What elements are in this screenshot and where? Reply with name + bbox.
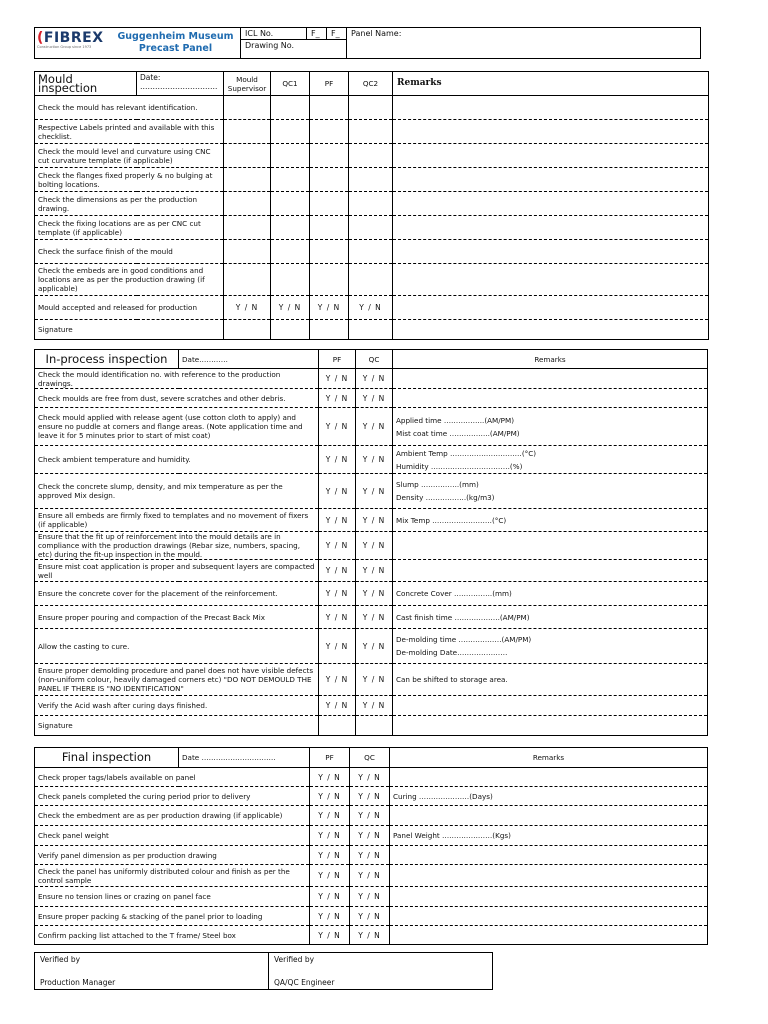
checklist-row (35, 664, 708, 696)
checklist-row (35, 389, 708, 408)
remarks-cell[interactable] (390, 926, 708, 945)
signature-field[interactable] (310, 320, 349, 340)
project-name: Guggenheim Museum (117, 31, 234, 42)
document-header (34, 27, 701, 59)
remark-line-1: Concrete Cover …………….(mm) (396, 589, 512, 598)
remarks-cell[interactable] (393, 264, 709, 296)
checklist-row (35, 582, 708, 606)
checklist-row (35, 806, 708, 826)
supervisor-check[interactable] (224, 216, 271, 240)
check-item-text: Check the concrete slump, density, and mix temperature as per the approved Mix design. (35, 474, 319, 509)
checklist-row (35, 629, 708, 664)
remarks-cell[interactable] (393, 446, 708, 474)
qc-check[interactable]: Y / N (350, 846, 390, 865)
inprocess-inspection-section (34, 349, 708, 736)
pf-check[interactable] (310, 216, 349, 240)
pf-check[interactable]: Y / N (319, 560, 356, 582)
supervisor-check[interactable] (224, 168, 271, 192)
pf-check[interactable] (310, 96, 349, 120)
col-pf: PF (310, 72, 349, 96)
remarks-cell[interactable] (393, 582, 708, 606)
check-item-text: Ensure proper pouring and compaction of the Precast Back Mix (35, 606, 319, 629)
supervisor-check[interactable] (224, 144, 271, 168)
check-item-text: Check panels completed the curing period prior to delivery (35, 787, 310, 806)
remarks-cell[interactable] (393, 168, 709, 192)
remark-line-1: Applied time ……………..(AM/PM) (396, 415, 515, 425)
remarks-cell[interactable] (393, 216, 709, 240)
checklist-row (35, 96, 709, 120)
logo-subtitle: Construction Group since 1973 (37, 45, 92, 49)
remark-line-2: De-molding Date………………… (396, 648, 508, 657)
check-item-text: Ensure that the fit up of reinforcement into the mould details are in compliance with the production drawings (Rebar size, numbers, spacing, etc) during the fit-up inspection in the mould. (35, 532, 319, 560)
pf-check[interactable]: Y / N (319, 474, 356, 509)
check-item-text: Allow the casting to cure. (35, 629, 319, 664)
supervisor-check[interactable] (224, 240, 271, 264)
qc1-check[interactable]: Y / N (271, 296, 310, 320)
pf-check[interactable]: Y / N (310, 907, 350, 926)
pf-check[interactable]: Y / N (310, 865, 350, 887)
qc-check[interactable]: Y / N (356, 532, 393, 560)
qc-check[interactable]: Y / N (350, 806, 390, 826)
qc1-check[interactable] (271, 192, 310, 216)
final-date-field[interactable]: Date …………………………. (179, 748, 310, 768)
checklist-row (35, 474, 708, 509)
checklist-row (35, 926, 708, 945)
qc2-check[interactable] (349, 120, 393, 144)
remarks-cell[interactable] (390, 806, 708, 826)
checklist-row (35, 787, 708, 806)
remarks-cell[interactable] (393, 664, 708, 696)
checklist-row (35, 408, 708, 446)
check-item-text: Check moulds are free from dust, severe scratches and other debris. (35, 389, 319, 408)
remark-line-1: De-molding time ………………(AM/PM) (396, 635, 532, 644)
qc1-check[interactable] (271, 240, 310, 264)
remarks-cell[interactable] (393, 240, 709, 264)
check-item-text: Check the dimensions as per the production drawing. (35, 192, 224, 216)
remarks-cell[interactable]: Curing …………………(Days) (390, 787, 708, 806)
qc2-check[interactable]: Y / N (349, 296, 393, 320)
checklist-row (35, 606, 708, 629)
remark-line-2: Density ……………..(kg/m3) (396, 493, 495, 502)
signature-row (35, 320, 709, 340)
remark-line-1: Mix Temp …………………….(°C) (396, 515, 507, 525)
remarks-cell[interactable] (393, 629, 708, 664)
remarks-cell[interactable] (393, 474, 708, 509)
qc1-check[interactable] (271, 216, 310, 240)
qc1-check[interactable] (271, 168, 310, 192)
pf-check[interactable]: Y / N (310, 826, 350, 846)
qc2-check[interactable] (349, 264, 393, 296)
checklist-row (35, 369, 708, 389)
signature-field[interactable] (224, 320, 271, 340)
check-item-text: Ensure the concrete cover for the placement of the reinforcement. (35, 582, 319, 606)
qc2-check[interactable] (349, 192, 393, 216)
check-item-text: Check proper tags/labels available on panel (35, 768, 310, 787)
pf-check[interactable]: Y / N (310, 806, 350, 826)
final-inspection-section (34, 747, 708, 945)
pf-check[interactable]: Y / N (319, 606, 356, 629)
check-item-text: Check the panel has uniformly distributed colour and finish as per the control sample (35, 865, 310, 887)
check-item-text: Respective Labels printed and available with this checklist. (35, 120, 224, 144)
signature-field[interactable] (349, 320, 393, 340)
remarks-cell[interactable] (393, 696, 708, 716)
mould-inspection-section (34, 71, 709, 340)
pf-check[interactable]: Y / N (319, 509, 356, 532)
f-field-1[interactable]: F_ (307, 28, 327, 40)
qc-check[interactable]: Y / N (356, 509, 393, 532)
document-title: Precast Panel (138, 43, 213, 54)
verified-by-label: Verified by (274, 955, 315, 964)
checklist-row (35, 865, 708, 887)
check-item-text: Check the mould identification no. with reference to the production drawings. (35, 369, 319, 389)
remark-line-1: Can be shifted to storage area. (396, 675, 508, 684)
remarks-cell[interactable] (393, 120, 709, 144)
pf-check[interactable]: Y / N (310, 846, 350, 865)
remark-line-1: Ambient Temp …………………………(°C) (396, 448, 537, 458)
signature-label: Signature (35, 716, 319, 736)
check-item-text: Ensure proper demolding procedure and panel does not have visible defects (non-uniform colour, heavily damaged corners etc) "DO NOT DEMOULD THE PANEL IF THERE IS "NO IDENTIFICATION" (35, 664, 319, 696)
check-item-text: Check the embeds are in good conditions and locations are as per the production drawing (if applicable) (35, 264, 224, 296)
qc-check[interactable]: Y / N (350, 865, 390, 887)
pf-check[interactable] (310, 120, 349, 144)
pf-check[interactable] (310, 168, 349, 192)
checklist-row (35, 768, 708, 787)
mould-title: Mould inspection (35, 72, 137, 96)
qc-check[interactable]: Y / N (356, 629, 393, 664)
qc-check[interactable]: Y / N (350, 768, 390, 787)
pf-check[interactable]: Y / N (310, 887, 350, 907)
col-qc2: QC2 (349, 72, 393, 96)
qc-check[interactable]: Y / N (356, 408, 393, 446)
remarks-cell[interactable] (393, 296, 709, 320)
pf-check[interactable]: Y / N (310, 768, 350, 787)
verified-by-label: Verified by (40, 955, 81, 964)
remark-line-2: Mist coat time ……………..(AM/PM) (396, 428, 520, 438)
qc-check[interactable]: Y / N (350, 907, 390, 926)
check-item-text: Confirm packing list attached to the T frame/ Steel box (35, 926, 310, 945)
pf-check[interactable] (310, 192, 349, 216)
pf-check[interactable] (310, 144, 349, 168)
col-qc: QC (350, 748, 390, 768)
checklist-row (35, 532, 708, 560)
check-item-text: Ensure mist coat application is proper and subsequent layers are compacted well (35, 560, 319, 582)
panel-name-field[interactable]: Panel Name: (347, 28, 701, 59)
icl-label: ICL No. (241, 28, 307, 40)
qc1-check[interactable] (271, 264, 310, 296)
remarks-cell[interactable] (390, 865, 708, 887)
qc2-check[interactable] (349, 144, 393, 168)
remarks-cell[interactable] (393, 408, 708, 446)
qc-check[interactable]: Y / N (356, 606, 393, 629)
col-remarks: Remarks (393, 72, 709, 96)
qc-check[interactable]: Y / N (356, 389, 393, 408)
check-item-text: Verify panel dimension as per production drawing (35, 846, 310, 865)
qc2-check[interactable] (349, 168, 393, 192)
qc-check[interactable]: Y / N (356, 474, 393, 509)
qc-check[interactable]: Y / N (356, 664, 393, 696)
check-item-text: Check the embedment are as per production drawing (if applicable) (35, 806, 310, 826)
signature-label: Signature (35, 320, 224, 340)
remarks-cell[interactable] (390, 907, 708, 926)
qc1-check[interactable] (271, 144, 310, 168)
supervisor-check[interactable]: Y / N (224, 296, 271, 320)
qc-check[interactable]: Y / N (356, 446, 393, 474)
remarks-cell[interactable] (393, 192, 709, 216)
col-remarks: Remarks (393, 350, 708, 369)
remarks-cell[interactable] (393, 560, 708, 582)
checklist-row (35, 887, 708, 907)
check-item-text: Mould accepted and released for production (35, 296, 224, 320)
remark-line-2: Humidity ……………………………(%) (396, 461, 523, 471)
remarks-cell[interactable] (393, 320, 709, 340)
checklist-row (35, 192, 709, 216)
check-item-text: Check panel weight (35, 826, 310, 846)
pf-check[interactable]: Y / N (310, 296, 349, 320)
remarks-cell[interactable] (393, 716, 708, 736)
checklist-row (35, 509, 708, 532)
checklist-row (35, 144, 709, 168)
remarks-cell[interactable]: Panel Weight …………………(Kgs) (390, 826, 708, 846)
check-item-text: Ensure no tension lines or crazing on panel face (35, 887, 310, 907)
checklist-row (35, 120, 709, 144)
checklist-row (35, 826, 708, 846)
qc1-check[interactable] (271, 96, 310, 120)
checklist-row (35, 240, 709, 264)
drawing-no-field[interactable]: Drawing No. (241, 40, 347, 59)
verified-by-production[interactable] (35, 953, 269, 990)
col-qc: QC (356, 350, 393, 369)
qc-check[interactable]: Y / N (356, 369, 393, 389)
qc2-check[interactable] (349, 96, 393, 120)
check-item-text: Check the flanges fixed properly & no bulging at bolting locations. (35, 168, 224, 192)
qc1-check[interactable] (271, 120, 310, 144)
remarks-cell[interactable] (390, 887, 708, 907)
qc-check[interactable]: Y / N (350, 787, 390, 806)
check-item-text: Check ambient temperature and humidity. (35, 446, 319, 474)
check-item-text: Ensure all embeds are firmly fixed to templates and no movement of fixers (if applicable) (35, 509, 319, 532)
pf-check[interactable]: Y / N (310, 926, 350, 945)
check-item-text: Ensure proper packing & stacking of the panel prior to loading (35, 907, 310, 926)
col-mould-supervisor: Mould Supervisor (224, 72, 271, 96)
pf-check[interactable]: Y / N (310, 787, 350, 806)
qc-check[interactable]: Y / N (350, 826, 390, 846)
remarks-cell[interactable] (393, 606, 708, 629)
f-field-2[interactable]: F_ (327, 28, 347, 40)
supervisor-check[interactable] (224, 120, 271, 144)
production-manager-label: Production Manager (40, 978, 116, 987)
remarks-cell[interactable] (393, 369, 708, 389)
pf-check[interactable] (310, 240, 349, 264)
pf-check[interactable]: Y / N (319, 664, 356, 696)
supervisor-check[interactable] (224, 264, 271, 296)
header-brand-cell (35, 28, 241, 59)
col-pf: PF (319, 350, 356, 369)
remarks-cell[interactable] (390, 768, 708, 787)
checklist-row (35, 560, 708, 582)
col-remarks: Remarks (390, 748, 708, 768)
inprocess-title: In-process inspection (35, 350, 179, 369)
check-item-text: Check mould applied with release agent (use cotton cloth to apply) and ensure no puddle at corners and flange areas. (Note application time and leave it for 5 minutes prior to start of mist coat) (35, 408, 319, 446)
qc-check[interactable]: Y / N (350, 926, 390, 945)
fibrex-logo: (FIBREX (37, 30, 104, 46)
pf-check[interactable]: Y / N (319, 629, 356, 664)
pf-check[interactable] (310, 264, 349, 296)
col-pf: PF (310, 748, 350, 768)
pf-check[interactable]: Y / N (319, 369, 356, 389)
checklist-row (35, 168, 709, 192)
check-item-text: Check the mould has relevant identification. (35, 96, 224, 120)
supervisor-check[interactable] (224, 96, 271, 120)
signature-field[interactable] (319, 716, 356, 736)
qc-check[interactable]: Y / N (356, 560, 393, 582)
checklist-row (35, 264, 709, 296)
qc-check[interactable]: Y / N (356, 582, 393, 606)
checklist-row (35, 846, 708, 865)
pf-check[interactable]: Y / N (319, 446, 356, 474)
checklist-row (35, 907, 708, 926)
pf-check[interactable]: Y / N (319, 532, 356, 560)
qc-check[interactable]: Y / N (356, 696, 393, 716)
remark-line-1: Slump …………….(mm) (396, 480, 479, 489)
check-item-text: Verify the Acid wash after curing days finished. (35, 696, 319, 716)
inprocess-date-field[interactable]: Date………… (179, 350, 319, 369)
verified-by-qaqc[interactable] (269, 953, 493, 990)
pf-check[interactable]: Y / N (319, 389, 356, 408)
final-title: Final inspection (35, 748, 179, 768)
check-item-text: Check the mould level and curvature using CNC cut curvature template (if applicable) (35, 144, 224, 168)
qc-check[interactable]: Y / N (350, 887, 390, 907)
qc2-check[interactable] (349, 240, 393, 264)
remarks-cell[interactable] (393, 532, 708, 560)
remarks-cell[interactable] (393, 389, 708, 408)
signature-field[interactable] (356, 716, 393, 736)
col-qc1: QC1 (271, 72, 310, 96)
remarks-cell[interactable] (393, 509, 708, 532)
qaqc-engineer-label: QA/QC Engineer (274, 978, 335, 987)
check-item-text: Check the surface finish of the mould (35, 240, 224, 264)
remark-line-2: Cast finish time ……………….(AM/PM) (396, 612, 530, 622)
mould-date-field[interactable]: Date: …………………………. (137, 72, 224, 96)
checklist-row (35, 446, 708, 474)
remarks-cell[interactable] (390, 846, 708, 865)
remarks-cell[interactable] (393, 96, 709, 120)
supervisor-check[interactable] (224, 192, 271, 216)
remarks-cell[interactable] (393, 144, 709, 168)
signature-row (35, 716, 708, 736)
pf-check[interactable]: Y / N (319, 696, 356, 716)
pf-check[interactable]: Y / N (319, 408, 356, 446)
checklist-row (35, 296, 709, 320)
qc2-check[interactable] (349, 216, 393, 240)
verification-box (34, 952, 493, 990)
pf-check[interactable]: Y / N (319, 582, 356, 606)
checklist-row (35, 216, 709, 240)
checklist-row (35, 696, 708, 716)
check-item-text: Check the fixing locations are as per CNC cut template (if applicable) (35, 216, 224, 240)
signature-field[interactable] (271, 320, 310, 340)
